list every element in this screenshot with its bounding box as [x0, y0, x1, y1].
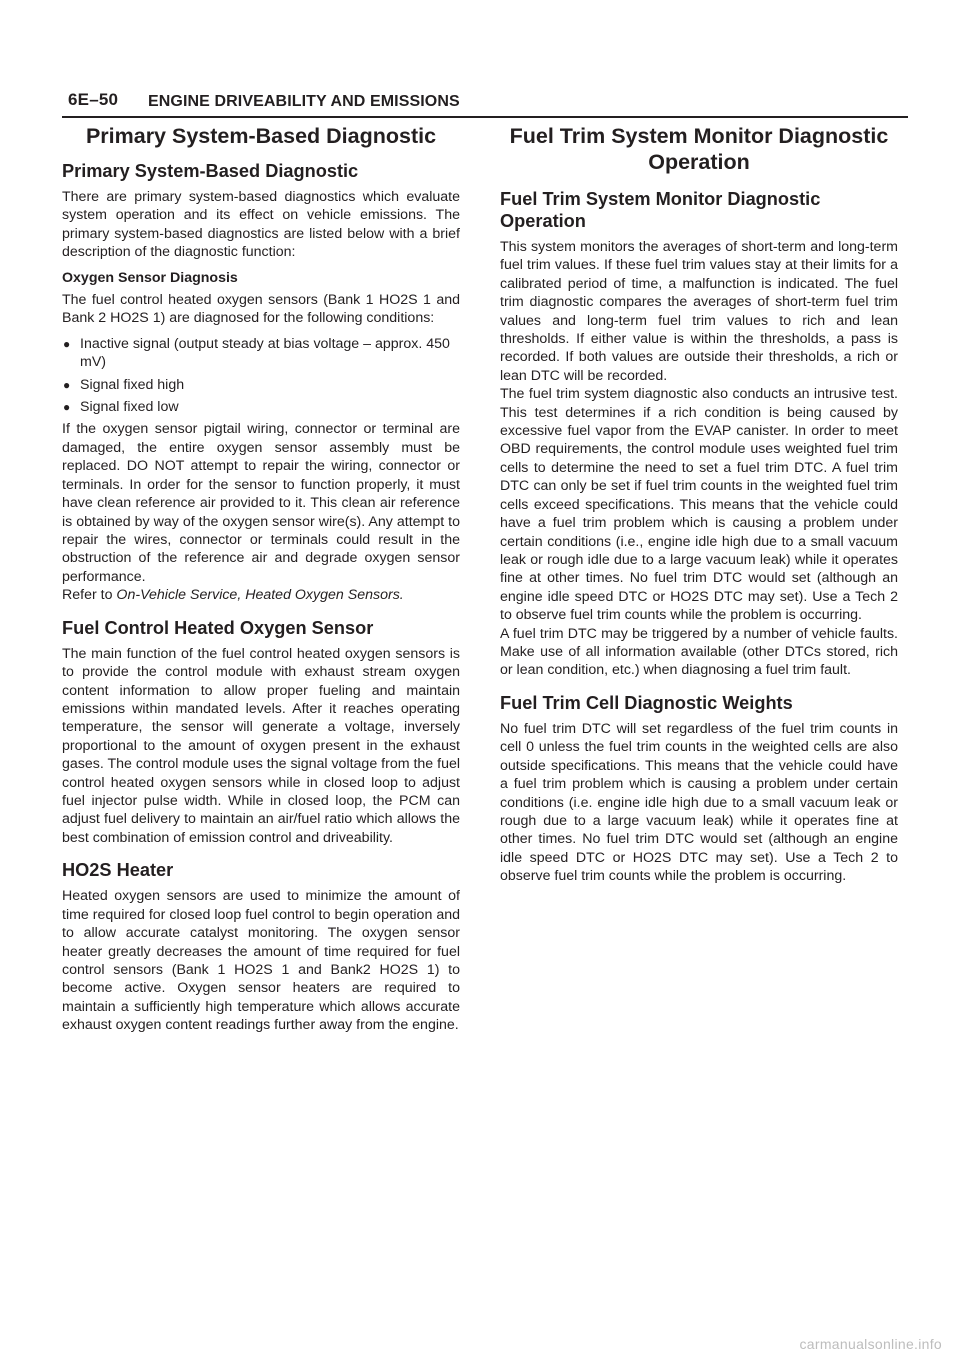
- section-title-primary: Primary System-Based Diagnostic: [85, 124, 437, 148]
- fuel-trim-paragraph-1: This system monitors the averages of short-term and long-term fuel trim values. If these fuel trim values stay at their limits for a calibrated period of time, a malfunction is indicated. The fuel trim diagnostic compares the averages of short-term fuel trim values and long-term fuel trim values to rich and lean thresholds. If either value is within the thresholds, a pass is recorded. If both values are outside their thresholds, a rich or lean DTC will be recorded.: [500, 239, 898, 384]
- fuel-trim-paragraph-2: The fuel trim system diagnostic also conducts an intrusive test. This test determines if a rich condition is being caused by excessive fuel vapor from the EVAP canister. In order to meet OBD requirements, the control module uses weighted fuel trim cells to determine the need to set a fuel trim DTC. A fuel trim DTC can only be set if fuel trim counts in the weighted fuel trim cells exceed specifications. This means that the vehicle could have a fuel trim problem which is causing a problem under certain conditions (i.e., engine idle high due to a small vacuum leak or rough idle due to a large vacuum leak) while it operates fine at other times. No fuel trim DTC would set (although an engine idle speed DTC or HO2S DTC may set). Use a Tech 2 to observe fuel trim counts while the problem is occurring.: [500, 386, 898, 624]
- list-item-text: Signal fixed low: [80, 399, 179, 416]
- cell-weights-paragraph: No fuel trim DTC will set regardless of the fuel trim counts in cell 0 unless the fuel trim counts in the weighted cells are also outside specifications. This means that the vehicle could have a fuel trim problem which is causing a problem under certain conditions (i.e. engine idle high due to a small vacuum leak or rough due to a large vacuum leak) while it operates fine at other times. No fuel trim DTC would set (although an engine idle speed DTC or HO2S DTC may set). Use a Tech 2 to observe fuel trim counts while the problem is occurring.: [500, 720, 898, 885]
- bullet-icon: ●: [63, 336, 71, 351]
- fuel-control-sensor-heading: Fuel Control Heated Oxygen Sensor: [62, 617, 374, 638]
- header-rule: [62, 116, 908, 118]
- subsection-title-fuel-trim: Fuel Trim System Monitor Diagnostic Operation: [500, 188, 821, 231]
- fuel-control-sensor-paragraph: The main function of the fuel control heated oxygen sensors is to provide the control module with exhaust stream oxygen content information to allow proper fueling and maintain emissions within mandated levels. After it reaches operating temperature, the sensor will generate a voltage, inversely proportional to the amount of oxygen present in the exhaust gases. The control module uses the signal voltage from the fuel control heated oxygen sensors while in closed loop to adjust fuel injector pulse width. While in closed loop, the PCM can adjust fuel delivery to maintain an air/fuel ratio which allows the best combination of emission control and driveability.: [62, 645, 461, 846]
- running-title: ENGINE DRIVEABILITY AND EMISSIONS: [148, 93, 460, 110]
- bullet-icon: ●: [63, 400, 71, 415]
- left-column: [62, 124, 460, 1042]
- page-number: 6E–50: [68, 90, 119, 109]
- list-item-text: Signal fixed high: [80, 376, 185, 393]
- reference-link[interactable]: On-Vehicle Service, Heated Oxygen Sensors.: [116, 587, 404, 604]
- refer-prefix: Refer to: [62, 587, 117, 604]
- oxygen-sensor-diagnosis-heading: Oxygen Sensor Diagnosis: [62, 269, 238, 286]
- watermark-text: carmanualsonline.info: [799, 1336, 942, 1352]
- oxygen-sensor-intro-paragraph: The fuel control heated oxygen sensors (Bank 1 HO2S 1 and Bank 2 HO2S 1) are diagnosed for the following conditions:: [62, 292, 460, 327]
- oxygen-sensor-body-paragraph: If the oxygen sensor pigtail wiring, connector or terminal are damaged, the entire oxygen sensor assembly must be replaced. DO NOT attempt to repair the wiring, connector or terminals. In order for the sensor to function properly, it must have clean reference air provided to it. This clean air reference is obtained by way of the oxygen sensor wire(s). Any attempt to repair the wires, connector or terminals could result in the obstruction of the reference air and degrade oxygen sensor performance.: [62, 421, 460, 585]
- page-header: [62, 86, 908, 120]
- primary-intro-paragraph: There are primary system-based diagnostics which evaluate system operation and its effect on vehicle emissions. The primary system-based diagnostics are listed below with a brief description of the diagnostic function:: [62, 189, 460, 261]
- list-item-text: Inactive signal (output steady at bias voltage – approx. 450 mV): [80, 335, 450, 371]
- ho2s-heater-paragraph: Heated oxygen sensors are used to minimize the amount of time required for closed loop fuel control to begin operation and to allow accurate catalyst monitoring. The oxygen sensor heater greatly decreases the amount of time required for fuel control sensors (Bank 1 HO2S 1 and Bank2 HO2S 1) to become active. Oxygen sensor heaters are required to maintain a sufficiently high temperature which allows accurate exhaust oxygen content readings further away from the engine.: [62, 888, 460, 1034]
- section-title-fuel-trim: Fuel Trim System Monitor Diagnostic Operation: [509, 124, 889, 174]
- ho2s-heater-heading: HO2S Heater: [62, 860, 174, 881]
- list-item: [62, 398, 460, 416]
- subsection-title-primary: Primary System-Based Diagnostic: [62, 160, 359, 181]
- condition-list: [62, 335, 460, 417]
- list-item: [62, 335, 460, 372]
- bullet-icon: ●: [63, 377, 71, 392]
- refer-paragraph: [62, 586, 460, 604]
- cell-weights-heading: Fuel Trim Cell Diagnostic Weights: [500, 692, 793, 713]
- fuel-trim-paragraph-3: A fuel trim DTC may be triggered by a number of vehicle faults. Make use of all information available (other DTCs stored, rich or lean condition, etc.) when diagnosing a fuel trim fault.: [500, 625, 898, 679]
- list-item: [62, 376, 460, 394]
- right-column: [500, 124, 898, 893]
